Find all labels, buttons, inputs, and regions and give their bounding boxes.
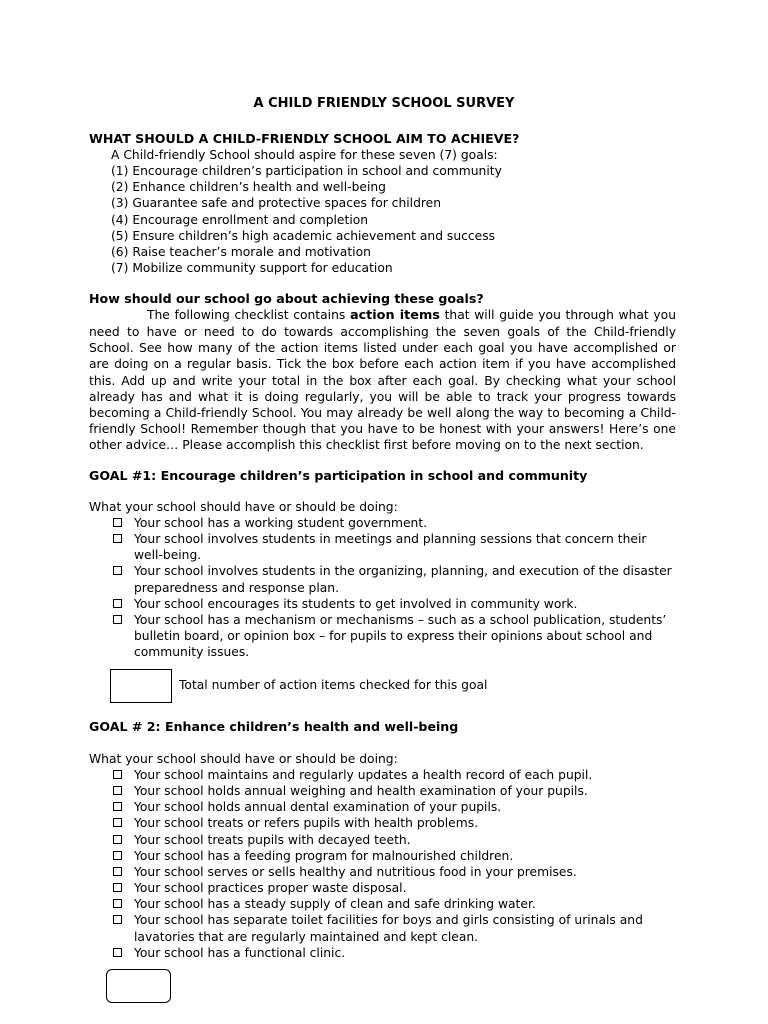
checkbox[interactable]: [113, 867, 122, 876]
checklist-item-text: Your school maintains and regularly updates a health record of each pupil.: [134, 768, 593, 782]
how-heading: How should our school go about achieving these goals?: [89, 291, 484, 306]
checklist-item-text: Your school has a working student government.: [134, 516, 428, 530]
checkbox[interactable]: [113, 851, 122, 860]
goal-overview-item: (7) Mobilize community support for education: [111, 261, 393, 276]
checklist-item-text: Your school serves or sells healthy and nutritious food in your premises.: [134, 864, 577, 879]
checklist-item: [111, 515, 676, 531]
goal-overview-item: (1) Encourage children’s participation in school and community: [111, 164, 502, 179]
checklist-item-text: Your school has a functional clinic.: [134, 945, 346, 960]
checklist-item: [111, 783, 676, 799]
checklist-item-text: Your school practices proper waste disposal.: [134, 881, 407, 896]
checklist-item-text: Your school has a steady supply of clean and safe drinking water.: [134, 897, 536, 912]
checkbox[interactable]: [113, 818, 122, 827]
goal1-checklist: [111, 515, 676, 660]
checklist-item-text: Your school encourages its students to get involved in community work.: [134, 596, 578, 611]
instructions-paragraph: [89, 307, 676, 453]
goal1-lead: What your school should have or should be doing:: [89, 500, 398, 514]
aim-heading: WHAT SHOULD A CHILD-FRIENDLY SCHOOL AIM TO ACHIEVE?: [89, 131, 520, 146]
checkbox[interactable]: [113, 948, 122, 957]
goal2-lead: What your school should have or should be doing:: [89, 752, 398, 766]
checklist-item: [111, 799, 676, 815]
goal-overview-item: (3) Guarantee safe and protective spaces for children: [111, 196, 442, 211]
checkbox[interactable]: [113, 899, 122, 908]
action-items-term: action items: [349, 308, 440, 323]
checkbox[interactable]: [113, 883, 122, 892]
checklist-item: [111, 563, 676, 595]
checklist-item: [111, 832, 676, 848]
checklist-item-text: Your school involves students in the organizing, planning, and execution of the disaster preparedness and response plan.: [134, 564, 672, 595]
checklist-item-text: Your school treats pupils with decayed teeth.: [134, 832, 411, 847]
goal1-total-input[interactable]: [110, 669, 172, 703]
checklist-item-text: Your school holds annual weighing and health examination of your pupils.: [134, 784, 588, 799]
goal2-total-input[interactable]: [106, 969, 171, 1003]
checkbox[interactable]: [113, 599, 122, 608]
goal1-total-label: Total number of action items checked for this goal: [179, 678, 488, 692]
checklist-item: [111, 945, 676, 961]
goal2-heading: GOAL # 2: Enhance children’s health and well-being: [89, 719, 459, 734]
checklist-item: [111, 848, 676, 864]
checkbox[interactable]: [113, 615, 122, 624]
checklist-item: [111, 896, 676, 912]
checklist-item-text: Your school has a feeding program for malnourished children.: [134, 848, 514, 863]
checklist-item-text: Your school holds annual dental examination of your pupils.: [134, 800, 502, 815]
checklist-item: [111, 531, 676, 563]
goal1-heading: GOAL #1: Encourage children’s participation in school and community: [89, 468, 588, 483]
goal-overview-item: (4) Encourage enrollment and completion: [111, 212, 369, 227]
checkbox[interactable]: [113, 915, 122, 924]
checklist-item: [111, 864, 676, 880]
checkbox[interactable]: [113, 518, 122, 527]
checklist-item-text: Your school has separate toilet facilities for boys and girls consisting of urinals and lavatories that are regularly maintained and kept clean.: [134, 913, 643, 944]
goal-overview-item: (6) Raise teacher’s morale and motivation: [111, 244, 371, 259]
checklist-item: [111, 767, 676, 783]
checklist-item: [111, 880, 676, 896]
checklist-item-text: Your school involves students in meetings and planning sessions that concern their well-being.: [134, 532, 647, 563]
goal-overview-item: (2) Enhance children’s health and well-being: [111, 180, 386, 195]
instructions-start: The following checklist contains: [147, 308, 350, 322]
checkbox[interactable]: [113, 786, 122, 795]
checkbox[interactable]: [113, 566, 122, 575]
checklist-item-text: Your school has a mechanism or mechanisms – such as a school publication, students’ bulletin board, or opinion box – for pupils to express their opinions about school and community issues.: [134, 612, 667, 660]
checkbox[interactable]: [113, 534, 122, 543]
goals-lead: A Child-friendly School should aspire for these seven (7) goals:: [111, 148, 498, 162]
goal2-checklist: [111, 767, 676, 961]
instructions-rest: that will guide you through what you need to have or need to do towards accomplishing the seven goals of the Child-friendly School. See how many of the action items listed under each goal you have accomplished or are doing on a regular basis. Tick the box before each action item if you have accomplished this. Add up and write your total in the box after each goal. By checking what your school already has and what it is doing regularly, you will be able to track your progress towards becoming a Child-friendly School. You may already be well along the way to becoming a Child-friendly School! Remember though that you have to be honest with your answers! Here’s one other advice… Please accomplish this checklist first before moving on to the next section.: [89, 308, 677, 453]
checklist-item: [111, 596, 676, 612]
goals-overview: [111, 147, 671, 276]
checkbox[interactable]: [113, 770, 122, 779]
checklist-item: [111, 815, 676, 831]
checklist-item-text: Your school treats or refers pupils with health problems.: [134, 816, 479, 831]
goal-overview-item: (5) Ensure children’s high academic achievement and success: [111, 228, 496, 243]
checklist-item: [111, 612, 676, 660]
checkbox[interactable]: [113, 802, 122, 811]
checklist-item: [111, 912, 676, 944]
checkbox[interactable]: [113, 835, 122, 844]
page-title: A CHILD FRIENDLY SCHOOL SURVEY: [253, 96, 515, 111]
